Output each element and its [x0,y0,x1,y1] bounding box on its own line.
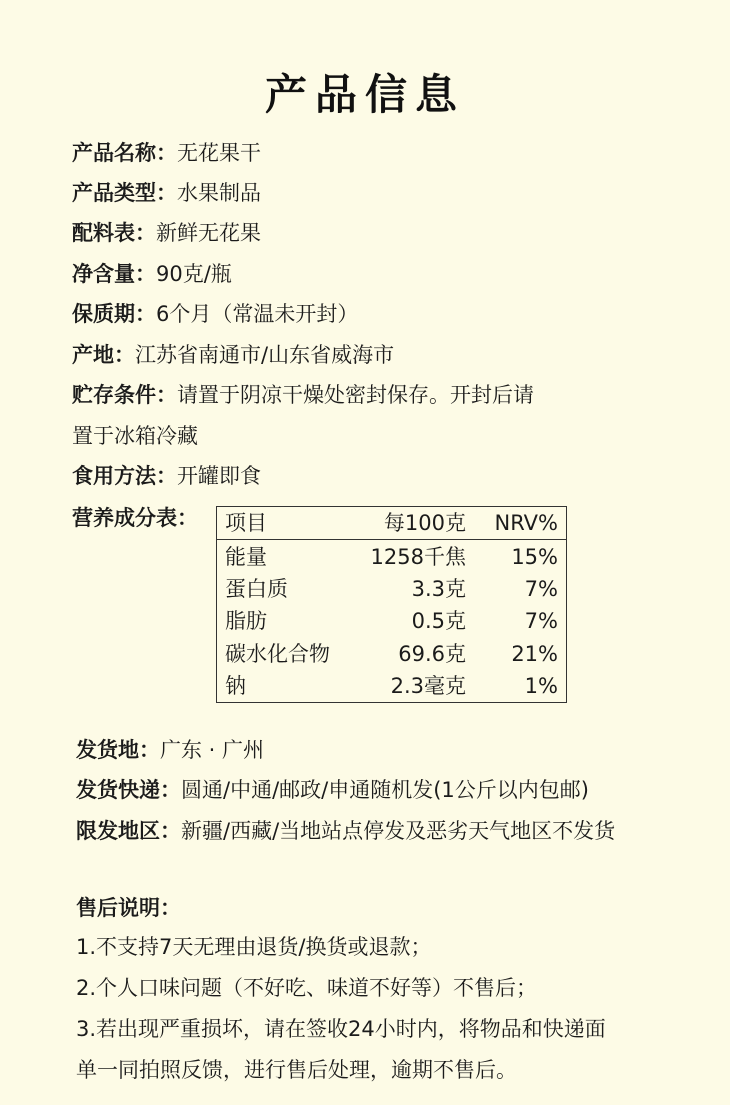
header-per-100g: 每100克 [343,507,474,540]
table-row [217,670,567,703]
cell-nrv: 7% [524,576,558,601]
cell-amount: 3.3克 [411,576,466,601]
table-header-row [217,507,567,540]
cell-item: 能量 [225,544,267,569]
aftersale-line: 单一同拍照反馈，进行售后处理，逾期不售后。 [76,1058,517,1082]
info-label: 保质期： [72,302,156,326]
info-label: 净含量： [72,262,156,286]
info-ingredients [72,218,261,248]
info-usage [72,461,261,491]
info-label: 贮存条件： [72,383,177,407]
info-value: 6个月（常温未开封） [156,302,359,326]
shipping-label: 限发地区： [76,819,181,843]
shipping-label: 发货快递： [76,778,181,802]
cell-item: 脂肪 [225,609,267,634]
info-value: 请置于阴凉干燥处密封保存。开封后请 [177,383,534,407]
cell-item: 钠 [225,674,246,699]
info-value: 江苏省南通市/山东省威海市 [135,343,395,367]
header-item: 项目 [217,507,344,540]
cell-amount: 2.3毫克 [390,674,466,699]
cell-nrv: 1% [524,674,558,699]
header-nrv: NRV% [474,507,567,540]
table-row [217,638,567,670]
shipping-value: 新疆/西藏/当地站点停发及恶劣天气地区不发货 [181,819,616,843]
aftersale-label: 售后说明： [76,896,181,920]
cell-nrv: 15% [511,544,558,569]
cell-amount: 1258千焦 [370,544,466,569]
aftersale-line: 3.若出现严重损坏，请在签收24小时内，将物品和快递面 [76,1017,606,1041]
info-storage [72,380,534,410]
shipping-courier [76,775,589,805]
info-label: 配料表： [72,221,156,245]
shipping-value: 圆通/中通/邮政/申通随机发(1公斤以内包邮) [181,778,589,802]
info-value: 开罐即食 [177,464,261,488]
nutrition-label: 营养成分表： [72,506,198,530]
page-title: 产品信息 [264,70,465,119]
info-label: 产品名称： [72,141,177,165]
info-value: 新鲜无花果 [156,221,261,245]
info-type [72,178,261,208]
aftersale-line: 2.个人口味问题（不好吃、味道不好等）不售后； [76,976,538,1000]
cell-item: 蛋白质 [225,576,288,601]
shipping-restricted [76,816,615,846]
info-label: 产品类型： [72,181,177,205]
nutrition-table [216,506,567,703]
table-row [217,605,567,637]
info-shelf-life [72,299,358,329]
cell-amount: 69.6克 [398,641,466,666]
info-storage-continued: 置于冰箱冷藏 [72,424,198,448]
info-name [72,138,261,168]
cell-nrv: 21% [511,641,558,666]
cell-nrv: 7% [524,609,558,634]
shipping-label: 发货地： [76,738,160,762]
cell-item: 碳水化合物 [225,641,330,666]
shipping-value: 广东 · 广州 [160,738,265,762]
info-value: 90克/瓶 [156,262,232,286]
info-net-weight [72,259,232,289]
info-value: 无花果干 [177,141,261,165]
shipping-origin [76,735,264,765]
info-label: 产地： [72,343,135,367]
table-row [217,573,567,605]
table-row [217,540,567,573]
info-label: 食用方法： [72,464,177,488]
cell-amount: 0.5克 [411,609,466,634]
aftersale-line: 1.不支持7天无理由退货/换货或退款； [76,935,432,959]
info-value: 水果制品 [177,181,261,205]
info-origin [72,340,394,370]
